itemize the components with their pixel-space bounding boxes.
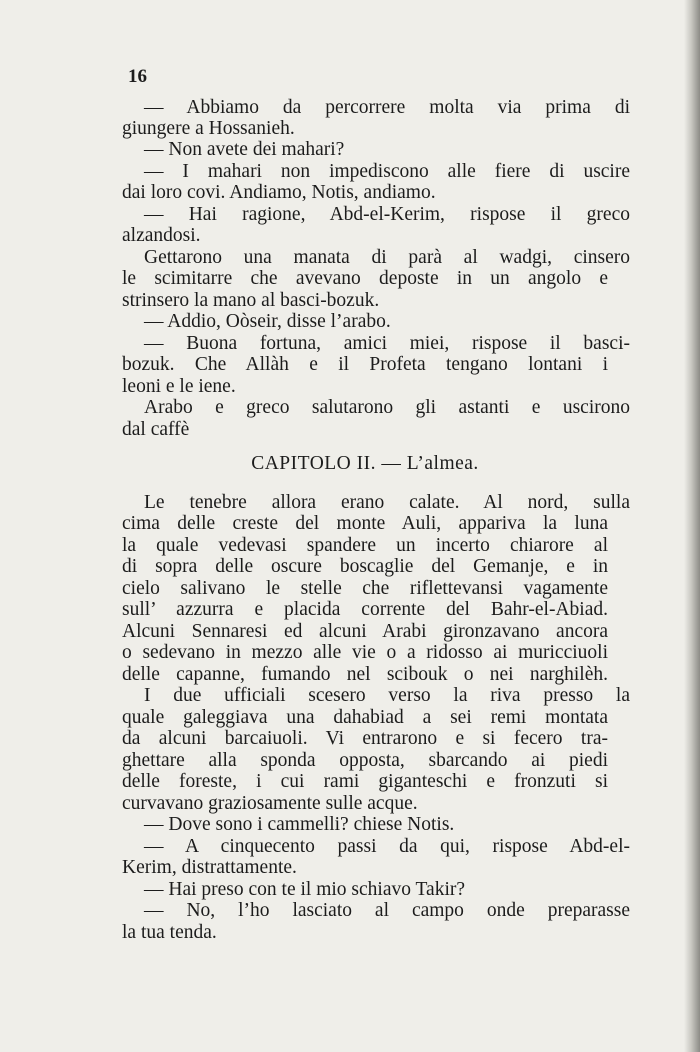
text-line: strinsero la mano al basci-bozuk. [122, 290, 380, 311]
chapter-heading: CAPITOLO II. — L’almea. [251, 453, 479, 474]
text-line: cielo salivano le stelle che riflettevansi vagamente [122, 578, 608, 599]
text-line: la tua tenda. [122, 922, 217, 943]
text-line: — Buona fortuna, amici miei, rispose il basci- [144, 333, 630, 354]
text-line: — Non avete dei mahari? [144, 139, 345, 160]
text-line: quale galeggiava una dahabiad a sei remi montata [122, 707, 608, 728]
text-line: bozuk. Che Allàh e il Profeta tengano lontani i [122, 354, 608, 375]
text-line: leoni e le iene. [122, 376, 236, 397]
text-line: delle capanne, fumando nel scibouk o nei narghilèh. [122, 664, 608, 685]
text-line: sull’ azzurra e placida corrente del Bahr-el-Abiad. [122, 599, 608, 620]
text-line: le scimitarre che avevano deposte in un angolo e [122, 268, 608, 289]
page-edge [684, 0, 700, 1052]
text-line: — I mahari non impediscono alle fiere di uscire [144, 161, 630, 182]
text-line: dal caffè [122, 419, 190, 440]
text-line: curvavano graziosamente sulle acque. [122, 793, 418, 814]
text-line: — No, l’ho lasciato al campo onde preparasse [144, 900, 630, 921]
text-line: Le tenebre allora erano calate. Al nord, sulla [144, 492, 630, 513]
text-line: ghettare alla sponda opposta, sbarcando ai piedi [122, 750, 608, 771]
text-line: dai loro covi. Andiamo, Notis, andiamo. [122, 182, 436, 203]
text-line: — Hai ragione, Abd-el-Kerim, rispose il greco [144, 204, 630, 225]
text-line: di sopra delle oscure boscaglie del Gemanje, e in [122, 556, 608, 577]
text-line: — Addio, Oòseir, disse l’arabo. [144, 311, 391, 332]
text-line: I due ufficiali scesero verso la riva presso la [144, 685, 630, 706]
page-number: 16 [128, 66, 147, 87]
text-line: alzandosi. [122, 225, 201, 246]
text-line: Arabo e greco salutarono gli astanti e uscirono [144, 397, 630, 418]
text-line: Alcuni Sennaresi ed alcuni Arabi gironzavano ancora [122, 621, 608, 642]
text-line: la quale vedevasi spandere un incerto chiarore al [122, 535, 608, 556]
text-line: delle foreste, i cui rami giganteschi e fronzuti si [122, 771, 608, 792]
text-line: — A cinquecento passi da qui, rispose Abd-el- [144, 836, 630, 857]
text-line: cima delle creste del monte Auli, appariva la luna [122, 513, 608, 534]
text-line: — Abbiamo da percorrere molta via prima di [144, 97, 630, 118]
text-line: giungere a Hossanieh. [122, 118, 295, 139]
text-line: Gettarono una manata di parà al wadgi, cinsero [144, 247, 630, 268]
text-line: Kerim, distrattamente. [122, 857, 297, 878]
text-line: — Dove sono i cammelli? chiese Notis. [144, 814, 455, 835]
text-line: — Hai preso con te il mio schiavo Takir? [144, 879, 466, 900]
text-line: o sedevano in mezzo alle vie o a ridosso ai muricciuoli [122, 642, 608, 663]
text-line: da alcuni barcaiuoli. Vi entrarono e si fecero tra- [122, 728, 608, 749]
